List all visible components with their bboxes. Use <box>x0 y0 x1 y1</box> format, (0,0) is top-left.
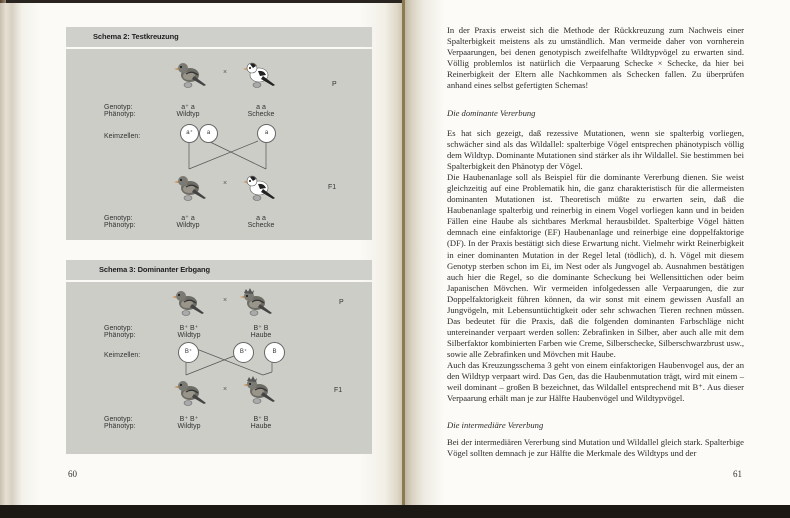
germ-cell: a <box>257 124 276 143</box>
parent2-genotype: a a <box>256 104 266 111</box>
label-phaenotyp: Phänotyp: <box>104 111 136 118</box>
intro-paragraph <box>447 25 744 91</box>
germ-cell: a⁺ <box>180 124 199 143</box>
offspring1-phenotype: Wildtyp <box>177 423 201 430</box>
parent1-phenotype: Wildtyp <box>177 332 201 339</box>
label-phaenotyp: Phänotyp: <box>104 222 136 229</box>
page-bottom-shadow <box>0 505 790 518</box>
paragraph: Die Haubenanlage soll als Beispiel für die dominante Vererbung dienen. Sie weist gleichzeitig auf eine Problematik hin, die ganz charakteristisch für die allermeisten dominanten Mutationen ist. Theoretisch müßte zu erwarten sein, daß die Haubenanlage spalterbig und reinerbig in einem Vogel vorliegen kann und in beiden Fällen eine Haube als sichtbares Merkmal herausbildet. Spalterbige Vögel hätten demnach eine einfaktorige (EF) Haubenanlage und reinerbige eine doppelfaktorige (DF). In der Praxis bestätigt sich diese Erwartung nicht. Vielmehr wirkt Reinerbigkeit in einer dominanten Mutation in der Regel letal (tödlich), d. h. Vögel mit diesem Genotyp sterben schon im Ei, im Nest oder als Jungvogel ab. Ausnahmen bestätigen auch hier die Regel, so die dominante Scheckung bei Wellensittichen oder beim Japanischen Mövchen. Wir vermeiden infolgedessen alle Verpaarungen, die zur Doppelfaktorigkeit führen können, da wir sonst mit einem gewissen Ausfall an Jungvögeln, mit Lebensuntüchtigkeit oder sehr schwachen Tieren rechnen müssen. Das bedeutet für die Praxis, daß die folgenden dominanten Farbschläge nicht untereinander verpaart werden sollen: Zebrafinken in Silber, aber auch alle mit dem Silberfaktor kombinierten Farben wie Creme, Silberschecke, Silberschwarzbrust usw., sowie alle Zebrafinken und Mövchen mit Haube. <box>447 172 744 359</box>
generation-f1: F1 <box>334 387 343 394</box>
section-heading-intermediate: Die intermediäre Vererbung <box>447 420 544 430</box>
generation-p: P <box>339 299 344 306</box>
intro-text: In der Praxis erweist sich die Methode der Rückkreuzung zum Nachweis einer Spalterbigkeit meistens als zu umständlich. Man vermeide daher von vornherein Verpaarungen, bei denen genotypisch zweifelhafte Wildtypvögel zu erwarten sind. Völlig problemlos ist natürlich die Verpaarung Schecke × Schecke, da hier bei Reinerbigkeit der Eltern alle Nachkommen als Schecken fallen. Zu überprüfen anhand eines selbst gefertigten Schemas! <box>447 25 744 91</box>
schema2-header <box>66 27 372 47</box>
label-genotyp: Genotyp: <box>104 416 133 423</box>
label-phaenotyp: Phänotyp: <box>104 423 136 430</box>
schema3-title: Schema 3: Dominanter Erbgang <box>99 265 210 274</box>
section-heading-dominant: Die dominante Vererbung <box>447 108 536 118</box>
parent2-phenotype: Haube <box>250 332 272 339</box>
cross-symbol: × <box>223 297 228 304</box>
cross-symbol: × <box>223 386 228 393</box>
parent1-genotype: B⁺ B⁺ <box>179 325 199 332</box>
offspring2-genotype: a a <box>256 215 266 222</box>
generation-f1: F1 <box>328 184 337 191</box>
paragraph: Auch das Kreuzungsschema 3 geht von einem einfaktorigen Haubenvogel aus, der an den Wildtyp verpaart wird. Das Gen, das die Haubenmutation trägt, wird mit einem – weil dominant – großen B bezeichnet, das Wildallel entsprechend mit B⁺. Aus dieser Verpaarung erhält man je zur Hälfte Haubenvögel und Wildtypvögel. <box>447 359 744 404</box>
page-number-right: 61 <box>733 469 742 479</box>
page-number-left: 60 <box>68 469 77 479</box>
parent1-genotype: a⁺ a <box>181 104 195 111</box>
germ-cell: B⁺ <box>178 342 199 363</box>
germ-cell: B <box>264 342 285 363</box>
paragraph: Es hat sich gezeigt, daß rezessive Mutationen, wenn sie spalterbig vorliegen, schwächer sind als das Wildallel: spalterbige Vögel entsprechen phänotypisch völlig dem Wildtyp. Dominante Mutationen sind stärker als ihr Wildallel. Sie bestimmen bei Spalterbigkeit den Phänotyp der Vögel. <box>447 128 744 172</box>
section-intermediate-body <box>447 437 744 459</box>
crested-finch-icon <box>239 287 275 319</box>
schema3-header <box>66 260 372 280</box>
wild-finch-icon <box>171 287 207 319</box>
section-dominant-body <box>447 128 744 404</box>
wild-finch-icon <box>173 172 209 204</box>
generation-p: P <box>332 81 337 88</box>
schema3-diagram <box>66 282 372 454</box>
pied-finch-icon <box>242 172 278 204</box>
schema2-connector-lines <box>66 49 372 240</box>
offspring1-phenotype: Wildtyp <box>176 222 200 229</box>
label-genotyp: Genotyp: <box>104 215 133 222</box>
cross-symbol: × <box>223 180 228 187</box>
paragraph: Bei der intermediären Vererbung sind Mutation und Wildallel gleich stark. Spalterbige Vögel sollten demnach je zur Hälfte die Merkmale des Wildtyps und der <box>447 437 744 459</box>
book-gutter <box>402 0 405 509</box>
parent2-genotype: B⁺ B <box>253 325 269 332</box>
offspring1-genotype: a⁺ a <box>181 215 195 222</box>
crested-finch-icon <box>242 375 278 407</box>
wild-finch-icon <box>173 59 209 91</box>
offspring2-phenotype: Haube <box>250 423 272 430</box>
germ-cell: B⁺ <box>233 342 254 363</box>
label-keimzellen: Keimzellen: <box>104 133 141 140</box>
parent1-phenotype: Wildtyp <box>176 111 200 118</box>
label-genotyp: Genotyp: <box>104 104 133 111</box>
label-genotyp: Genotyp: <box>104 325 133 332</box>
offspring1-genotype: B⁺ B⁺ <box>179 416 199 423</box>
germ-cell: a <box>199 124 218 143</box>
wild-finch-icon <box>173 377 209 409</box>
label-keimzellen: Keimzellen: <box>104 352 141 359</box>
pied-finch-icon <box>242 59 278 91</box>
schema2-diagram <box>66 49 372 240</box>
label-phaenotyp: Phänotyp: <box>104 332 136 339</box>
offspring2-genotype: B⁺ B <box>253 416 269 423</box>
schema2-title: Schema 2: Testkreuzung <box>93 32 179 41</box>
offspring2-phenotype: Schecke <box>247 222 275 229</box>
cross-symbol: × <box>223 69 228 76</box>
parent2-phenotype: Schecke <box>247 111 275 118</box>
